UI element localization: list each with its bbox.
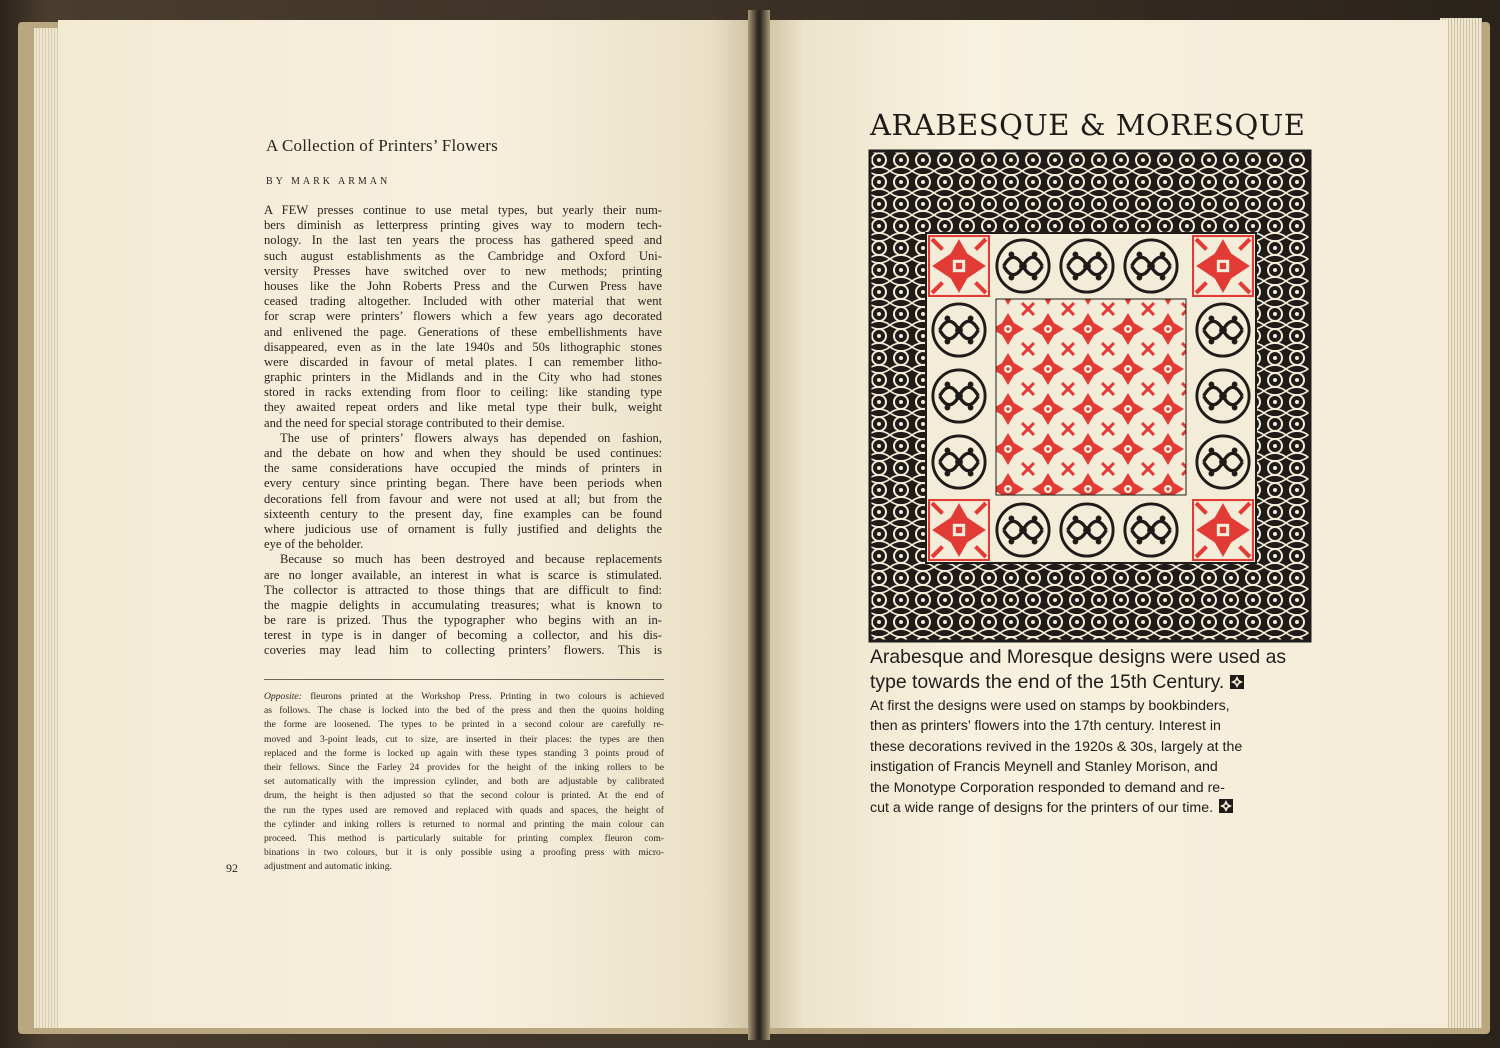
plate-title: ARABESQUE & MORESQUE [870, 108, 1306, 142]
body-line: the magpie delights in accumulating treasures; what is known to [264, 597, 662, 612]
plate-body-line: then as printers’ flowers into the 17th century. Interest in [870, 718, 1221, 735]
body-line: nology. In the last ten years the process has gathered speed and [264, 233, 662, 248]
article-byline: BY MARK ARMAN [266, 176, 391, 187]
body-line: ceased trading altogether. Included with other material that went [264, 294, 662, 309]
page-number: 92 [226, 861, 238, 875]
body-line: houses like the John Roberts Press and the Curwen Press have [264, 278, 662, 293]
body-line: A FEW presses continue to use metal types, but yearly their num- [264, 203, 662, 217]
body-line: every century since printing began. There have been periods when [264, 476, 662, 491]
plate-body-text [870, 696, 1314, 818]
body-line: and the debate on how and when they should be used continues: [264, 446, 662, 460]
body-line: coveries may lead him to collecting printers’ flowers. This is [264, 643, 662, 658]
body-line: graphic printers in the Midlands and in the City who had stones [264, 370, 662, 385]
caption-line: adjustment and automatic inking. [264, 861, 392, 873]
caption-line: the forme are loosened. The types to be printed in a second colour are carefully re- [264, 719, 664, 731]
body-line: bers diminish as letterpress printing gives way to modern tech- [264, 218, 662, 233]
plate-body-line: cut a wide range of designs for the printers of our time. [870, 800, 1214, 817]
caption-line: replaced and the forme is locked up again with these types standing 3 points proud of [264, 747, 664, 759]
body-line: sixteenth century to the present day, fine examples can be found [264, 506, 662, 521]
article-title: A Collection of Printers’ Flowers [266, 136, 498, 155]
body-line: terest in type is in danger of becoming a collector, and his dis- [264, 628, 662, 643]
fleuron-ornament-plate [868, 149, 1312, 643]
body-line: decorations fell from favour and were not used at all; but from the [264, 491, 662, 506]
body-line: The collector is attracted to those things that are difficult to find: [264, 582, 662, 597]
fleuron-icon [1230, 675, 1244, 689]
caption-line: fleurons printed at the Workshop Press. Printing in two colours is achieved [301, 691, 664, 702]
caption-line: binations in two colours, but it is only possible using a proofing press with micro- [264, 847, 664, 859]
caption-line: the run the types used are removed and replaced with quads and spaces, the height of [264, 804, 664, 816]
article-body [264, 203, 662, 659]
footnote-rule [264, 679, 664, 680]
caption-line: as follows. The chase is locked into the bed of the press and then the quoins holding [264, 705, 664, 717]
caption-line: moved and 3-point leads, cut to size, are inserted in their places: the types are then [264, 733, 664, 745]
lead-line: type towards the end of the 15th Century. [870, 671, 1225, 693]
plate-body-line: the Monotype Corporation responded to demand and re- [870, 779, 1225, 796]
caption-line: their fellows. Since the Farley 24 provides for the height of the inking rollers to be [264, 761, 664, 773]
caption-line: the cylinder and inking rollers is returned to normal and printing the main colour can [264, 818, 664, 830]
body-line: such august establishments as the Cambridge and Oxford Uni- [264, 248, 662, 263]
body-line: and enlivened the page. Generations of these embellishments have [264, 324, 662, 339]
body-line: are no longer available, an interest in what is scarce is stimulated. [264, 567, 662, 582]
plate-body-line: these decorations revived in the 1920s & 30s, largely at the [870, 738, 1243, 755]
plate-body-line: At first the designs were used on stamps by bookbinders, [870, 698, 1230, 714]
body-line: stored in racks extending from floor to ceiling: like standing type [264, 385, 662, 400]
body-line: be rare is prized. Thus the typographer who begins with an in- [264, 613, 662, 628]
body-line: the same considerations have occupied the minds of printers in [264, 461, 662, 476]
caption-label: Opposite: [264, 691, 302, 702]
body-line: for scrap were printers’ flowers which a few years ago decorated [264, 309, 662, 324]
body-line: they awaited repeat orders and like metal type their bulk, weight [264, 400, 662, 415]
caption-note [264, 690, 664, 874]
plate-lead-text [870, 645, 1314, 695]
book-gutter [748, 10, 770, 1040]
lead-line: Arabesque and Moresque designs were used as [870, 646, 1287, 668]
caption-line: proceed. This method is particularly suitable for printing complex fleuron com- [264, 832, 664, 844]
caption-line: drum, the height is then adjusted so that the second colour is printed. At the end of [264, 790, 664, 802]
body-line: The use of printers’ flowers always has depended on fashion, [280, 430, 662, 445]
body-line: versity Presses have switched over to new methods; printing [264, 263, 662, 278]
body-line: were discarded in favour of metal plates. I can remember litho- [264, 354, 662, 369]
caption-line: set automatically with the impression cylinder, and both are adjustable by calibrated [264, 776, 664, 788]
body-line: Because so much has been destroyed and because replacements [280, 552, 662, 567]
body-line: and the need for special storage contributed to their demise. [264, 415, 565, 430]
body-line: disappeared, even as in the late 1940s and 50s lithographic stones [264, 339, 662, 354]
plate-body-line: instigation of Francis Meynell and Stanley Morison, and [870, 759, 1218, 776]
fleuron-icon [1219, 799, 1233, 813]
body-line: where judicious use of ornament is fully justified and delights the [264, 521, 662, 536]
body-line: eye of the beholder. [264, 537, 364, 552]
